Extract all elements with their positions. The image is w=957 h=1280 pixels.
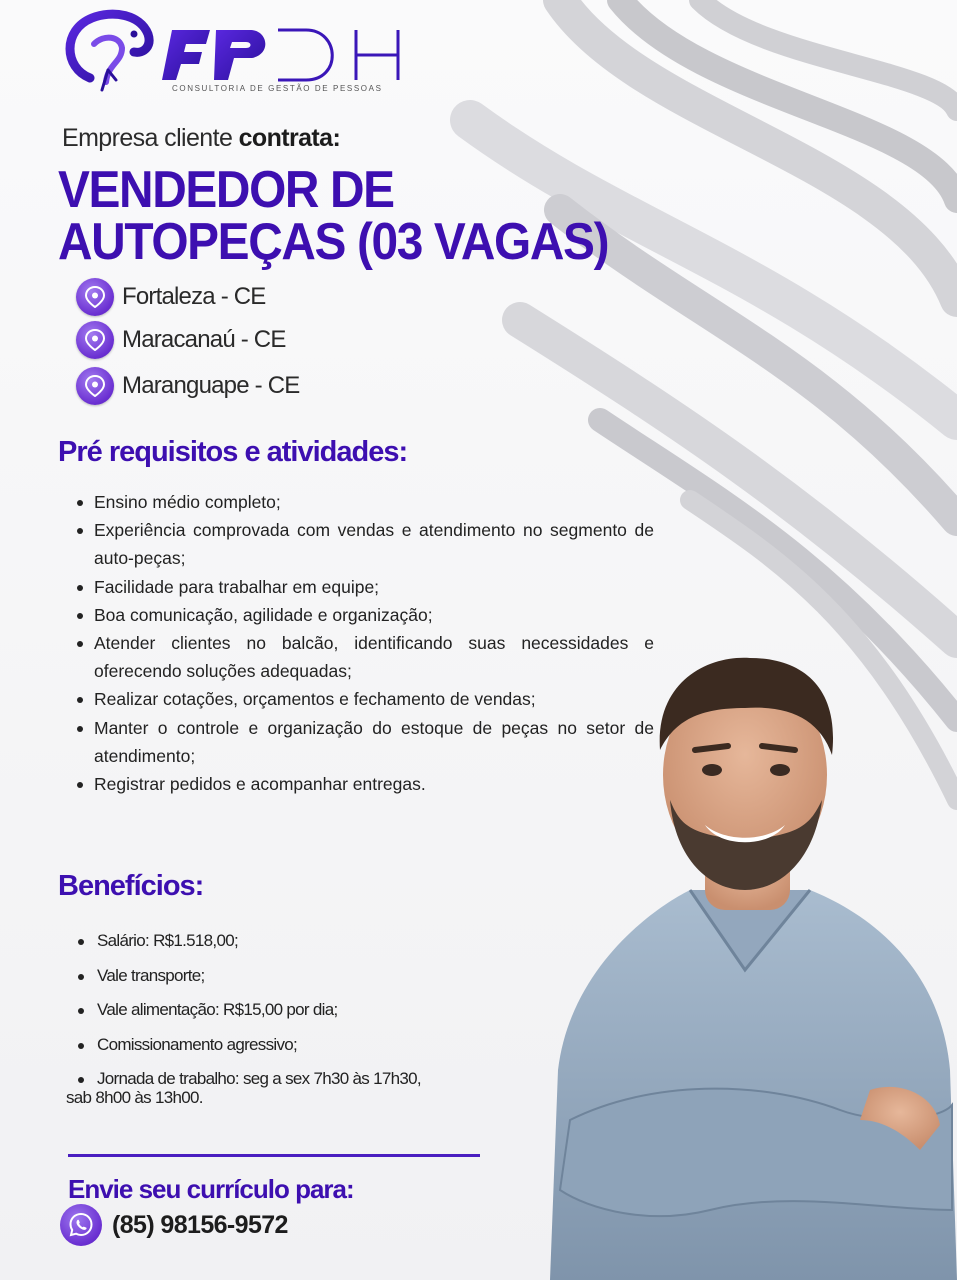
location-label: Fortaleza - CE (122, 283, 266, 310)
job-title-line-1: VENDEDOR DE (58, 161, 394, 219)
list-item: Manter o controle e organização do estoque de peças no setor de atendimento; (70, 714, 654, 770)
list-item: Vale transporte; (72, 959, 512, 994)
list-item: Comissionamento agressivo; (72, 1028, 512, 1063)
requirements-heading: Pré requisitos e atividades: (58, 436, 408, 468)
job-title-line-2: AUTOPEÇAS (03 VAGAS) (58, 213, 609, 271)
job-title (58, 161, 609, 271)
list-item: Realizar cotações, orçamentos e fechamento de vendas; (70, 685, 654, 713)
location-pin-icon (76, 321, 114, 359)
contact-phone-row[interactable] (60, 1204, 288, 1246)
list-item: Vale alimentação: R$15,00 por dia; (72, 993, 512, 1028)
contact-phone[interactable]: (85) 98156-9572 (112, 1210, 288, 1239)
list-item: Atender clientes no balcão, identificando suas necessidades e oferecendo soluções adequadas; (70, 629, 654, 685)
contact-heading: Envie seu currículo para: (68, 1174, 354, 1204)
location-item (68, 277, 266, 317)
list-item: Salário: R$1.518,00; (72, 924, 512, 959)
location-item (68, 366, 299, 406)
location-label: Maranguape - CE (122, 372, 300, 399)
list-item: Registrar pedidos e acompanhar entregas. (70, 770, 654, 798)
list-item: Ensino médio completo; (70, 488, 654, 516)
location-pin-icon (76, 278, 114, 316)
lead-text: Empresa cliente contrata: (62, 124, 341, 152)
location-label: Maracanaú - CE (122, 326, 286, 353)
person-photo (540, 650, 957, 1280)
lead-bold: contrata: (238, 124, 341, 152)
list-item: Experiência comprovada com vendas e atendimento no segmento de auto-peças; (70, 516, 654, 572)
list-item: Facilidade para trabalhar em equipe; (70, 573, 654, 601)
benefits-schedule-continuation: sab 8h00 às 13h00. (66, 1088, 203, 1107)
benefits-list (72, 924, 512, 1097)
benefits-heading: Benefícios: (58, 870, 204, 902)
location-item (68, 320, 286, 360)
divider (68, 1154, 480, 1157)
whatsapp-icon (60, 1204, 102, 1246)
brand-tagline: CONSULTORIA DE GESTÃO DE PESSOAS (172, 84, 383, 93)
list-item: Jornada de trabalho: seg a sex 7h30 às 17h30, (72, 1062, 512, 1097)
location-pin-icon (76, 367, 114, 405)
list-item: Boa comunicação, agilidade e organização; (70, 601, 654, 629)
